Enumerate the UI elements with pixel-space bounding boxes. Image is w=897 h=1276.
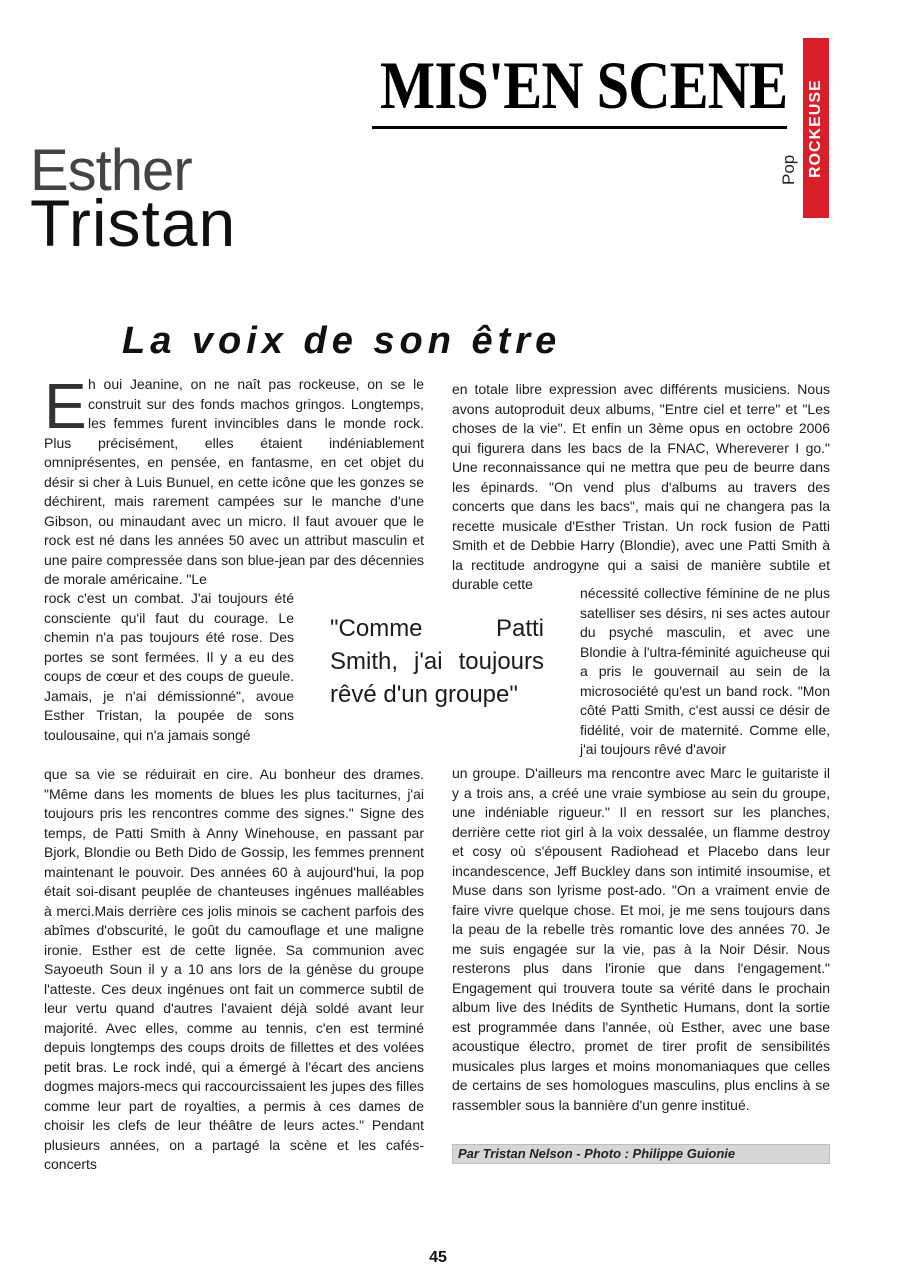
right-column-wrap-text: nécessité collective féminine de ne plus satelliser ses désirs, ni ses actes autour du psyché masculin, et avec une Blondie à l'ultra-féminité aguicheuse qui a pris le gouvernail au sein de la microsociété qu'est un band rock. "Mon côté Patti Smith, c'est aussi ce désir de fidélité, voir de maternité. Comme elle, j'ai toujours rêvé d'avoir (580, 585, 830, 757)
left-column-top (44, 370, 424, 590)
left-column-intro: h oui Jeanine, on ne naît pas rockeuse, on se le construit sur des fonds machos gringos. Longtemps, les femmes furent invincibles dans le monde rock. (88, 376, 424, 431)
article-headline: La voix de son être (122, 320, 562, 362)
left-column-bottom (44, 765, 424, 1175)
genre-label: Pop (779, 154, 798, 186)
drop-cap-box (44, 370, 87, 442)
right-column-bottom (452, 764, 830, 1115)
magazine-section-title: MIS'EN SCENE (380, 47, 788, 123)
masthead-rule (372, 126, 787, 129)
right-column-top-text: en totale libre expression avec différents musiciens. Nous avons autoproduit deux albums, "Entre ciel et terre" et "Les choses de la vie". Et enfin un 3ème opus en octobre 2006 qui figurera dans les bacs de la FNAC, Whereverer I go." Une reconnaissance qui ne mettra que peu de beurre dans les épinards. "On vend plus d'albums au travers des concerts que dans les bacs", mais qui ne changera pas la recette musicale d'Esther Tristan. Un rock fusion de Patti Smith et de Debbie Harry (Blondie), avec une Patti Smith à la rectitude androgyne qui a saisi de manière subtile et durable cette (452, 381, 830, 592)
artist-last-name: Tristan (30, 186, 237, 260)
section-tab-label: ROCKEUSE (807, 79, 824, 179)
pull-quote: "Comme Patti Smith, j'ai toujours rêvé d'un groupe" (330, 615, 544, 708)
left-column-top-text: Plus précisément, elles étaient indéniablement omniprésentes, en pensée, en fantasme, en cet objet du désir si cher à Luis Bunuel, en cette icône que les gonzes se déchirent, mais rarement campées sur le manche d'une Gibson, ou minaudant avec un micro. Il faut avouer que le rock est né dans les années 50 avec un attribut masculin et une paire compressée dans son blue-jean par des décennies de morale américaine. "Le (44, 434, 424, 587)
artist-first-name: Esther (30, 138, 192, 203)
left-column-wrap (44, 589, 294, 745)
right-column-bottom-text: un groupe. D'ailleurs ma rencontre avec Marc le guitariste il y a trois ans, a créé une vraie symbiose au sein du groupe, une indéniable rigueur." Il en ressort sur les planches, derrière cette riot girl à la voix dessalée, un flamme destroy et cosy où s'épousent Radiohead et Placebo dans leur incandescence, Jeff Buckley dans son intimité insoumise, et Muse dans son lyrisme post-ado. "On a vraiment envie de faire vivre quelque chose. Et moi, je me sens toujours dans la peau de la rebelle très romantic love des années 70. Je me suis engagée sur la vie, pas à la Noir Désir. Nous resterons plus dans l'ironie que dans l'engagement." Engagement qui trouvera toute sa vérité dans le prochain album live des Inédits de Synthetic Humans, dont la sortie est programmée dans l'année, où Esther, avec une base acoustique électro, promet de tirer profit de sensibilités musicales plus larges et moins monomaniaques que celles de certains de ses homologues masculins, plus enclins à se rassembler sous la bannière d'un genre institué. (452, 765, 830, 1113)
left-column-wrap-text: rock c'est un combat. J'ai toujours été consciente qu'il faut du courage. Le chemin n'a pas toujours été rose. Des portes se sont fermées. Il y a eu des coups de cœur et des coups de gueule. Jamais, je n'ai démissionné", avoue Esther Tristan, la poupée de sons toulousaine, qui n'a jamais songé (44, 590, 294, 743)
page-number: 45 (429, 1249, 447, 1266)
right-column-top (452, 380, 830, 595)
drop-cap: E (44, 370, 87, 442)
left-column-bottom-text: que sa vie se réduirait en cire. Au bonheur des drames. "Même dans les moments de blues les plus taciturnes, j'ai toujours pris les rencontres comme des signes." Signe des temps, de Patti Smith à Anny Winehouse, en passant par Bjork, Blondie ou Beth Dido de Gossip, les femmes prennent maintenant le pouvoir. Des années 60 à aujourd'hui, la pop était soi-disant peuplée de chanteuses ingénues malléables à merci.Mais derrière ces jolis minois se cachent parfois des abîmes d'obscurité, le goût du camouflage et une maligne ironie. Esther est de cette lignée. Sa communion avec Sayoeuth Soun il y a 10 ans lors de la génèse du groupe l'atteste. Ces deux ingénues ont fait un commerce subtil de leur vertu quand d'autres l'avaient déjà soldé avant leur majorité. Avec elles, comme au tennis, c'en est terminé depuis longtemps des coups droits de fillettes et des volées petit bras. Le rock indé, qui a émergé à l'écart des anciens dogmes majors-mecs qui raccourcissaient les jupes des filles comme leur part de royalties, a permis à ces dames de choisir les clefs de leur théâtre de leurs actes." Pendant plusieurs années, on a partagé la scène et les cafés-concerts (44, 766, 424, 1172)
byline-credit: Par Tristan Nelson - Photo : Philippe Guionie (458, 1146, 736, 1161)
right-column-wrap (580, 584, 830, 760)
